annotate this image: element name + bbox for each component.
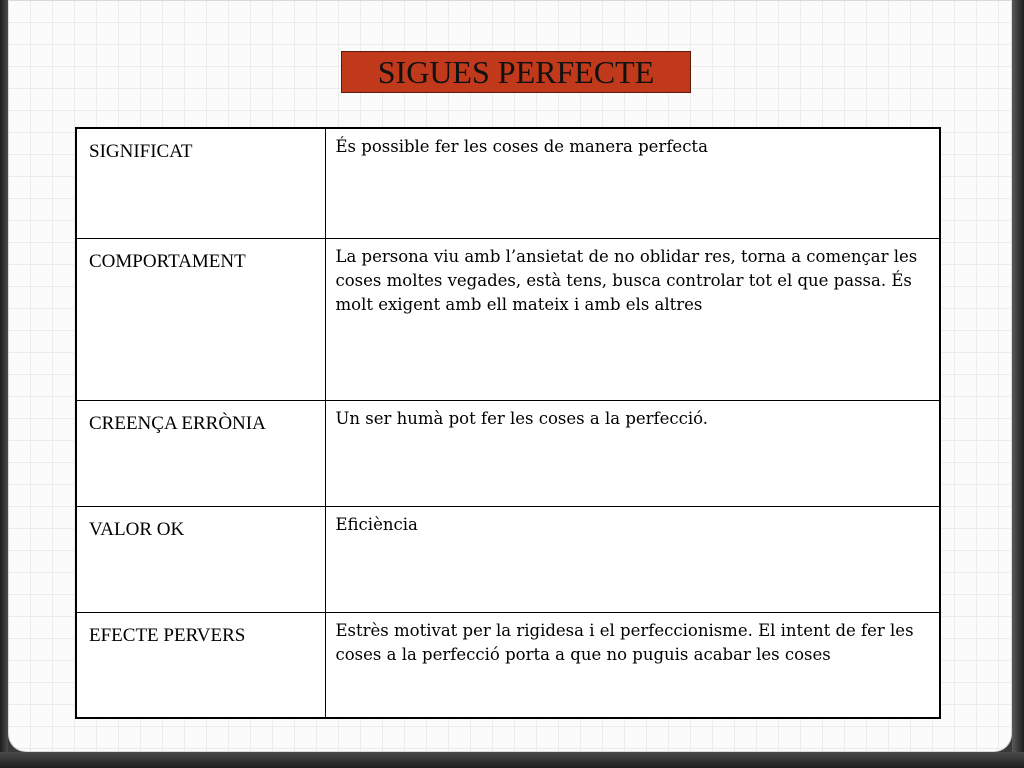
info-table <box>75 127 941 719</box>
table-row <box>76 506 940 612</box>
table-row <box>76 612 940 718</box>
row-value-efecte-pervers: Estrès motivat per la rigidesa i el perfeccionisme. El intent de fer les coses a la perfecció porta a que no puguis acabar les coses <box>325 612 940 718</box>
row-value-significat: És possible fer les coses de manera perfecta <box>325 128 940 238</box>
page-edge-right <box>1012 0 1024 768</box>
row-label-comportament: COMPORTAMENT <box>76 238 325 400</box>
row-label-efecte-pervers: EFECTE PERVERS <box>76 612 325 718</box>
row-label-significat: SIGNIFICAT <box>76 128 325 238</box>
row-value-comportament: La persona viu amb l’ansietat de no oblidar res, torna a començar les coses moltes vegades, està tens, busca controlar tot el que passa. És molt exigent amb ell mateix i amb els altres <box>325 238 940 400</box>
page-edge-left <box>0 0 8 768</box>
slide-title: SIGUES PERFECTE <box>377 54 655 90</box>
table-row <box>76 400 940 506</box>
page-edge-bottom <box>0 752 1024 768</box>
row-value-creenca-erronia: Un ser humà pot fer les coses a la perfecció. <box>325 400 940 506</box>
row-label-valor-ok: VALOR OK <box>76 506 325 612</box>
row-label-creenca-erronia: CREENÇA ERRÒNIA <box>76 400 325 506</box>
row-value-valor-ok: Eficiència <box>325 506 940 612</box>
table-row <box>76 128 940 238</box>
slide-title-box <box>341 51 691 93</box>
table-row <box>76 238 940 400</box>
